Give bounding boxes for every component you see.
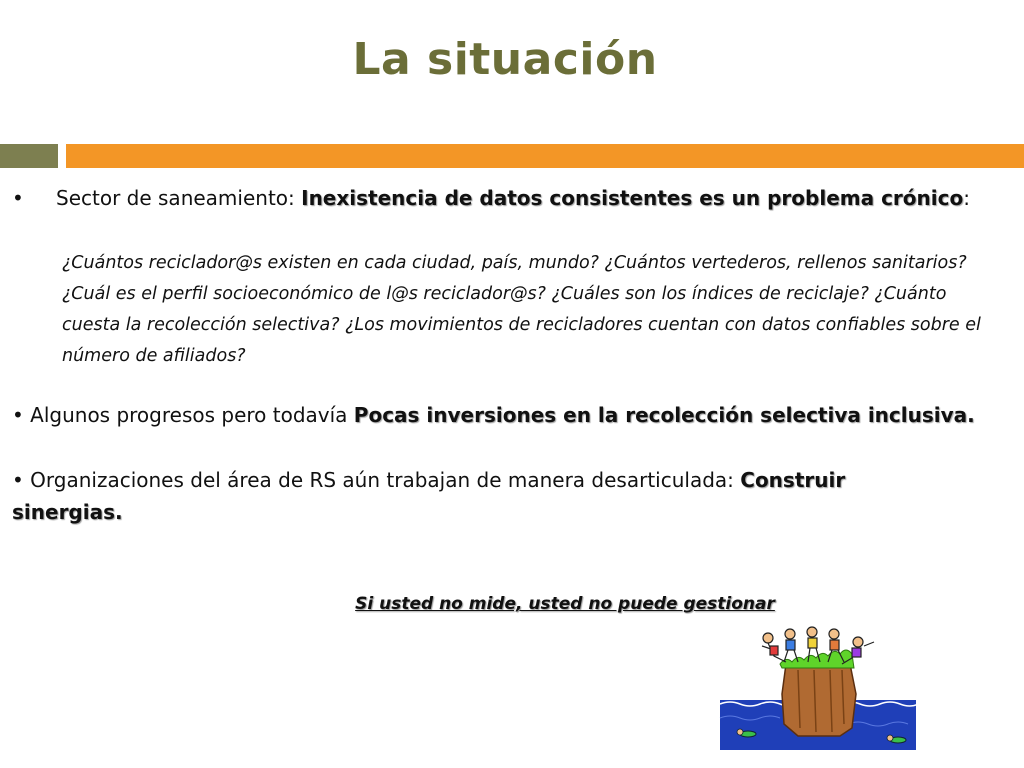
bullet-emphasis: Pocas inversiones en la recolección selectiva inclusiva. [353, 403, 975, 427]
accent-bar-orange [66, 144, 1024, 168]
bullet-tail: : [963, 186, 970, 210]
bullet-marker: • [12, 468, 24, 492]
bullet-lead: Algunos progresos pero todavía [23, 403, 354, 427]
bullet-emphasis: Construir sinergias. [12, 468, 846, 524]
questions-paragraph: ¿Cuántos reciclador@s existen en cada ciudad, país, mundo? ¿Cuántos vertederos, rellenos sanitarios? ¿Cuál es el perfil socioeconómico de l@s reciclador@s? ¿Cuáles son los índices de reciclaje? ¿Cuánto cuesta la recolección selectiva? ¿Los movimientos de recicladores cuentan con datos confiables sobre el número de afiliados? [62, 253, 981, 366]
bullet-progress [12, 403, 975, 427]
slide-quote: Si usted no mide, usted no puede gestionar [355, 594, 775, 614]
bullet-lead: Organizaciones del área de RS aún trabajan de manera desarticulada: [23, 468, 741, 492]
bullet-marker: • [12, 403, 24, 427]
bullet-sanitation [12, 186, 970, 210]
swimmer-head [737, 729, 743, 735]
bullet-lead: Sector de saneamiento: [56, 186, 302, 210]
bullet-marker: • [12, 186, 24, 210]
cliff-shape [782, 664, 856, 736]
bullet-organizations [12, 464, 912, 528]
bullet-emphasis: Inexistencia de datos consistentes es un problema crónico [301, 186, 964, 210]
people-on-cliff-icon [718, 624, 918, 752]
swimmer-head [887, 735, 893, 741]
slide-title: La situación [352, 34, 658, 85]
accent-bar-green [0, 144, 58, 168]
